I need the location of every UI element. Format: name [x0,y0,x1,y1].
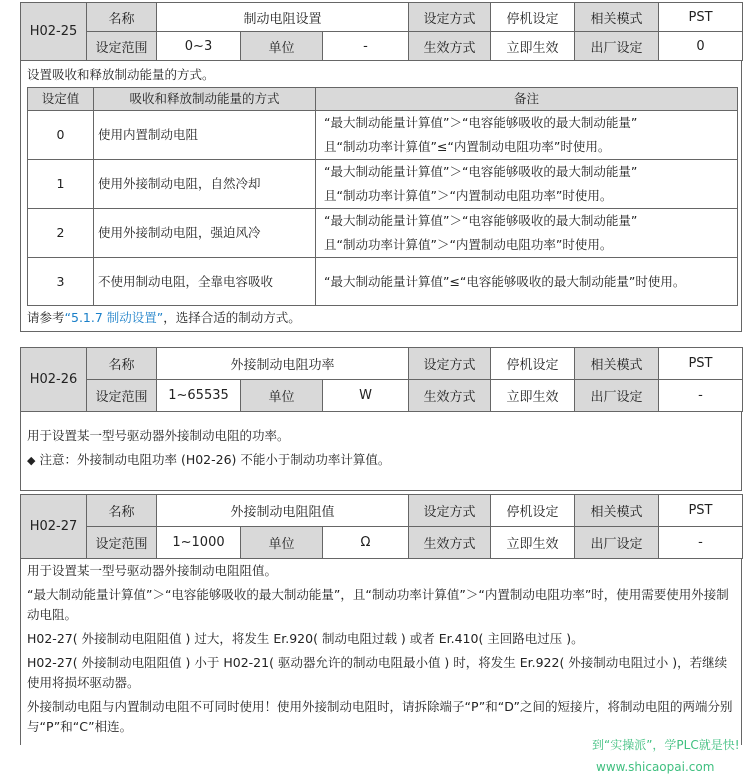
desc-line: 用于设置某一型号驱动器外接制动电阻的功率。 [27,428,290,443]
unit-value: - [323,32,409,61]
cell-note [316,209,738,258]
col-header-note: 备注 [316,88,738,111]
param-block-h02-27 [20,494,742,745]
col-header-method: 吸收和释放制动能量的方式 [94,88,316,111]
intro-text: 设置吸收和释放制动能量的方式。 [27,67,215,82]
related-mode-value: PST [659,348,743,380]
default-value: 0 [659,32,743,61]
param-description [20,559,742,745]
param-name: 外接制动电阻阻值 [157,495,409,527]
range-value: 1~65535 [157,380,241,412]
note-line: 且“制动功率计算值”＞“内置制动电阻功率”时使用。 [324,188,613,203]
cell-note [316,111,738,160]
name-label: 名称 [87,348,157,380]
param-header-table [20,494,743,559]
related-mode-label: 相关模式 [575,348,659,380]
mode-label: 设定方式 [409,348,491,380]
method-table [27,87,738,306]
mode-label: 设定方式 [409,3,491,32]
cell-note: “最大制动能量计算值”≤“电容能够吸收的最大制动能量”时使用。 [316,258,738,306]
note-line: “最大制动能量计算值”＞“电容能够吸收的最大制动能量” [324,213,638,228]
effect-label: 生效方式 [409,32,491,61]
cell-method: 不使用制动电阻，全靠电容吸收 [94,258,316,306]
name-label: 名称 [87,3,157,32]
desc-line: “最大制动能量计算值”＞“电容能够吸收的最大制动能量”，且“制动功率计算值”＞“内置制动电阻功率”时，使用需要使用外接制动电阻。 [27,587,729,622]
param-name: 外接制动电阻功率 [157,348,409,380]
diamond-bullet-icon: ◆ [27,454,36,467]
unit-label: 单位 [241,527,323,559]
related-mode-label: 相关模式 [575,495,659,527]
desc-line: 外接制动电阻与内置制动电阻不可同时使用！使用外接制动电阻时，请拆除端子“P”和“D”之间的短接片，将制动电阻的两端分别与“P”和“C”相连。 [27,699,733,734]
unit-label: 单位 [241,32,323,61]
cell-value: 2 [28,209,94,258]
note-line: 且“制动功率计算值”＞“内置制动电阻功率”时使用。 [324,237,613,252]
param-description [20,412,742,491]
mode-value: 停机设定 [491,3,575,32]
table-row [28,209,738,258]
mode-label: 设定方式 [409,495,491,527]
reference-suffix: ，选择合适的制动方式。 [163,310,301,325]
range-label: 设定范围 [87,32,157,61]
param-description [20,61,742,332]
cell-value: 3 [28,258,94,306]
param-header-table [20,2,743,61]
param-code: H02-26 [21,348,87,412]
default-value: - [659,380,743,412]
col-header-value: 设定值 [28,88,94,111]
table-row [28,111,738,160]
range-value: 1~1000 [157,527,241,559]
related-mode-value: PST [659,495,743,527]
mode-value: 停机设定 [491,495,575,527]
cell-note [316,160,738,209]
desc-line: 用于设置某一型号驱动器外接制动电阻阻值。 [27,563,278,578]
param-block-h02-25 [20,2,742,332]
cell-value: 0 [28,111,94,160]
desc-line: H02-27( 外接制动电阻阻值 ) 过大，将发生 Er.920( 制动电阻过载 ) 或者 Er.410( 主回路电过压 )。 [27,631,584,646]
default-value: - [659,527,743,559]
unit-label: 单位 [241,380,323,412]
param-code: H02-25 [21,3,87,61]
related-mode-label: 相关模式 [575,3,659,32]
mode-value: 停机设定 [491,348,575,380]
param-code: H02-27 [21,495,87,559]
watermark-url: www.shicaopai.com [596,760,715,774]
param-block-h02-26 [20,347,742,491]
unit-value: W [323,380,409,412]
related-mode-value: PST [659,3,743,32]
reference-prefix: 请参考 [27,310,65,325]
note-text: 注意：外接制动电阻功率 (H02-26) 不能小于制动功率计算值。 [39,452,391,467]
default-label: 出厂设定 [575,380,659,412]
reference-link[interactable]: “5.1.7 制动设置” [64,310,164,325]
effect-value: 立即生效 [491,380,575,412]
note-line: “最大制动能量计算值”＞“电容能够吸收的最大制动能量” [324,115,638,130]
range-label: 设定范围 [87,527,157,559]
cell-method: 使用内置制动电阻 [94,111,316,160]
note-line: “最大制动能量计算值”＞“电容能够吸收的最大制动能量” [324,164,638,179]
default-label: 出厂设定 [575,527,659,559]
effect-label: 生效方式 [409,527,491,559]
cell-value: 1 [28,160,94,209]
desc-line: H02-27( 外接制动电阻阻值 ) 小于 H02-21( 驱动器允许的制动电阻最小值 ) 时，将发生 Er.922( 外接制动电阻过小 )，若继续使用将损坏驱动器。 [27,655,728,690]
effect-value: 立即生效 [491,527,575,559]
cell-method: 使用外接制动电阻，自然冷却 [94,160,316,209]
table-row [28,160,738,209]
range-value: 0~3 [157,32,241,61]
unit-value: Ω [323,527,409,559]
param-header-table [20,347,743,412]
default-label: 出厂设定 [575,32,659,61]
name-label: 名称 [87,495,157,527]
note-line [21,448,741,473]
watermark-slogan: 到“实操派”，学PLC就是快! [592,738,740,752]
effect-value: 立即生效 [491,32,575,61]
table-row [28,258,738,306]
cell-method: 使用外接制动电阻，强迫风冷 [94,209,316,258]
effect-label: 生效方式 [409,380,491,412]
note-line: 且“制动功率计算值”≤“内置制动电阻功率”时使用。 [324,139,611,154]
param-name: 制动电阻设置 [157,3,409,32]
range-label: 设定范围 [87,380,157,412]
reference-text [21,306,741,328]
